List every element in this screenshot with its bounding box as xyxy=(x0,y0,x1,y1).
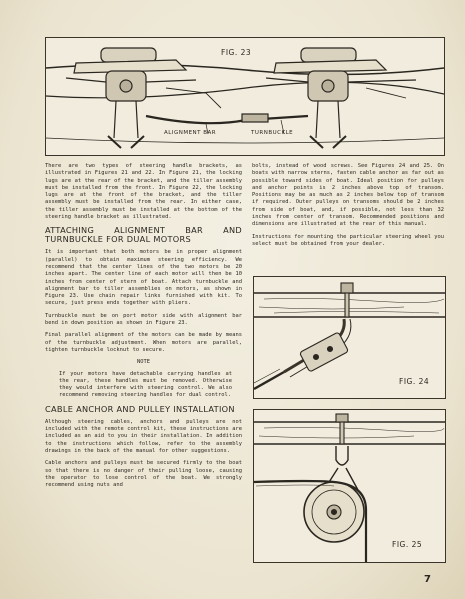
paragraph-turnbuckle-position: Turnbuckle must be on port motor side with alignment bar bend in down position as shown in Figure 23. xyxy=(45,312,242,327)
figure-24-label: FIG. 24 xyxy=(399,377,430,386)
turnbuckle-callout: TURNBUCKLE xyxy=(251,130,294,136)
figure-23 xyxy=(45,37,445,156)
heading-cable-anchor: CABLE ANCHOR AND PULLEY INSTALLATION xyxy=(45,403,235,414)
paragraph-cable-instructions: Although steering cables, anchors and pulleys are not included with the remote control kit, these instructions are included as an aid to you in their installation. In addition to the instructions which follow, refer to the assembly drawings in the back of the manual for other suggestions. xyxy=(45,418,242,454)
figure-25-label: FIG. 25 xyxy=(392,540,423,549)
note-body: If your motors have detachable carrying handles at the rear, these handles must be removed. Otherwise they would interfere with steering control. We also recommend removing steering handles for dual control. xyxy=(59,370,232,399)
paragraph-cable-security: Cable anchors and pulleys must be secured firmly to the boat so that there is no danger of their pulling loose, causing the operator to lose control of the boat. We strongly recommend using nuts and xyxy=(45,460,242,489)
paragraph-bolts-positions: bolts, instead of wood screws. See Figures 24 and 25. On boats with narrow sterns, fasten cable anchor as far out as possible toward sides of boat. Ideal position for pulleys and anchor points is 2 inches above top of transom. Positions may be as much as 2 inches below top of transom if required. Outer pulleys on transoms should be 2 inches from side of boat, and, if possible, not less than 32 inches from center of transom. Recommended positions and dimensions are illustrated at the rear of this manual. xyxy=(252,163,444,228)
figure-23-label: FIG. 23 xyxy=(221,48,252,57)
page-number: 7 xyxy=(424,574,431,585)
paragraph-motor-alignment: It is important that both motors be in proper alignment (parallel) to obtain maximum steering efficiency. We recommend that the center lines of the two motors be 20 inches apart. The center line of each motor will then be 10 inches from center of stern of boat. Attach turnbuckle and alignment bar to tiller assemblies on motors, as shown in Figure 23. Use chain repair links furnished with kit. To secure, just press ends together with pliers. xyxy=(45,249,242,307)
note-title: NOTE xyxy=(137,359,150,366)
paragraph-steering-wheel: Instructions for mounting the particular steering wheel you select must be obtained from your dealer. xyxy=(252,233,444,247)
alignment-bar-callout: ALIGNMENT BAR xyxy=(164,130,217,136)
paragraph-bracket-types: There are two types of steering handle brackets, as illustrated in Figures 21 and 22. In Figure 21, the locking lugs are at the rear of the bracket, and the tiller assembly must be installed from the front. In Figure 22, the locking lugs are at the front of the bracket, and the tiller assembly must be installed from the rear. In either case, the tiller assembly must be installed at the bottom of the steering handle bracket as illustrated. xyxy=(45,163,242,221)
paragraph-final-alignment: Final parallel alignment of the motors can be made by means of the turnbuckle adjustment. When motors are parallel, tighten turnbuckle locknut to secure. xyxy=(45,332,242,353)
left-column xyxy=(45,163,242,494)
figure-25 xyxy=(253,409,446,563)
figure-24 xyxy=(253,276,446,399)
heading-alignment-bar: ATTACHING ALIGNMENT BAR AND TURNBUCKLE FOR DUAL MOTORS xyxy=(45,225,242,245)
right-column xyxy=(252,163,444,253)
